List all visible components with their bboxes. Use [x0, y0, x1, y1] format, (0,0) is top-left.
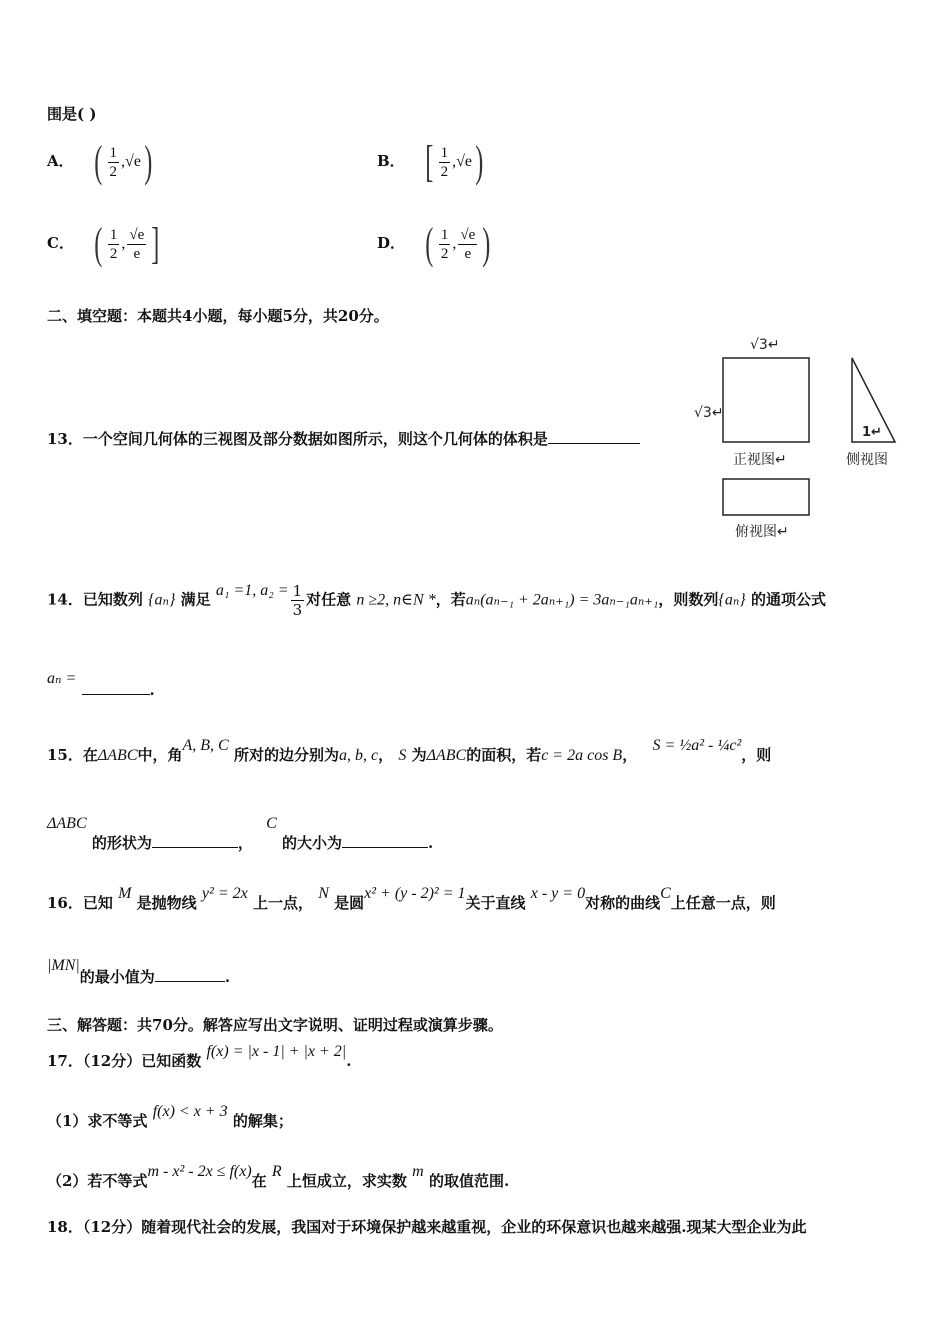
text: . [224, 968, 231, 986]
question-fragment: 围是( ) [47, 105, 97, 123]
frac-num: √e [129, 226, 145, 243]
text: 17．（12分）已知函数 [47, 1052, 202, 1070]
front-view-label: 正视图↵ [733, 452, 787, 468]
math-expr: ΔABC [426, 747, 467, 764]
interval-end: ,√e [121, 153, 141, 170]
text: 上一点， [252, 894, 313, 912]
question-15 [47, 737, 772, 765]
text: 是抛物线 [136, 894, 197, 912]
bracket-left: [ [425, 137, 434, 186]
option-b [377, 137, 487, 186]
math-expr: a₁ =1, a₂ = [215, 581, 289, 599]
math-expr: {aₙ} [718, 591, 746, 609]
frac-num: 1 [440, 144, 449, 161]
text: 是圆 [334, 894, 365, 912]
text: ， [237, 834, 253, 852]
option-label: D． [377, 234, 406, 252]
text: 14．已知数列 [47, 590, 143, 609]
text: （2）若不等式 [47, 1172, 148, 1190]
math-expr: f(x) = |x - 1| + |x + 2| [206, 1043, 347, 1060]
frac-num: 1 [440, 226, 449, 243]
option-label: C． [47, 234, 74, 252]
text: 的面积，若 [466, 746, 542, 764]
frac-den: 2 [440, 245, 449, 262]
math-expr: ΔABC [47, 815, 87, 832]
question-13 [47, 428, 640, 449]
dimension-label: √3↵ [694, 405, 724, 421]
math-expr: a, b, c [338, 747, 379, 764]
option-a [47, 137, 156, 186]
question-17 [47, 1043, 352, 1071]
question-18: 18．（12分）随着现代社会的发展，我国对于环境保护越来越重视，企业的环保意识也越来越强.现某大型企业为此 [47, 1218, 807, 1236]
frac-num: √e [460, 226, 476, 243]
math-expr: |MN| [47, 957, 80, 974]
math-expr: f(x) < x + 3 [152, 1103, 228, 1120]
frac-den: e [464, 245, 472, 262]
math-expr: aₙ = [47, 670, 77, 687]
bracket-right: ) [475, 137, 484, 186]
question-14-answer [47, 668, 155, 699]
math-expr: R [271, 1163, 282, 1180]
math-expr: n ≥2, n∈N * [356, 591, 436, 609]
math-expr: m [412, 1163, 424, 1180]
text: 在 [251, 1172, 267, 1190]
text: （1）求不等式 [47, 1112, 148, 1130]
question-16 [47, 885, 776, 913]
answer-blank[interactable] [342, 833, 428, 848]
frac-den: 3 [292, 601, 303, 619]
text: ， [378, 746, 394, 764]
math-expr: S = ½a² - ¼c² [652, 737, 742, 754]
text: 的大小为 [282, 834, 343, 852]
question-14 [47, 582, 826, 619]
math-expr: C [266, 815, 277, 832]
math-expr: {aₙ} [148, 591, 176, 609]
text: 满足 [180, 590, 211, 609]
bracket-right: ] [151, 219, 160, 268]
frac-num: 1 [109, 144, 118, 161]
math-expr: M [118, 885, 132, 902]
text: 的取值范围. [428, 1172, 510, 1190]
text: ，则数列 [658, 590, 719, 609]
text: 对任意 [306, 590, 352, 609]
bracket-right: ) [144, 137, 153, 186]
option-c: C． ( $\frac{1}{2}$ , $\frac{√e}{e}$ ] [47, 219, 160, 268]
answer-blank[interactable] [82, 680, 150, 695]
answer-blank[interactable] [548, 429, 640, 444]
front-view-square [723, 358, 809, 442]
text: ， [622, 746, 638, 764]
frac-den: 2 [109, 245, 118, 262]
math-expr: aₙ(aₙ₋₁ + 2aₙ₊₁) = 3aₙ₋₁aₙ₊₁ [465, 591, 659, 609]
option-d: D． ( $\frac{1}{2}$ , $\frac{√e}{e}$ ) [377, 219, 491, 268]
text: 关于直线 [465, 894, 526, 912]
question-15-line2 [47, 815, 434, 852]
text: 为 [411, 746, 427, 764]
question-16-line2 [47, 957, 231, 986]
text: 对称的曲线 [585, 894, 661, 912]
option-label: B． [377, 152, 405, 170]
math-expr: y² = 2x [201, 885, 248, 902]
text: ，则 [741, 746, 772, 764]
text: 的最小值为 [79, 968, 155, 986]
frac-den: 2 [109, 163, 118, 180]
frac-den: e [133, 245, 141, 262]
question-text: 13．一个空间几何体的三视图及部分数据如图所示，则这个几何体的体积是 [47, 430, 548, 448]
top-view-figure [720, 476, 812, 518]
answer-blank[interactable] [155, 967, 225, 982]
frac-den: 2 [440, 163, 449, 180]
text: 所对的边分别为 [233, 746, 339, 764]
math-expr: N [318, 885, 329, 902]
interval-end: ,√e [452, 153, 472, 170]
text: 中，角 [137, 746, 183, 764]
text: . [149, 681, 155, 699]
dimension-label: 1↵ [862, 425, 882, 440]
math-expr: m - x² - 2x ≤ f(x) [147, 1163, 252, 1180]
math-expr: ΔABC [97, 747, 138, 764]
text: ，若 [435, 590, 466, 609]
section-heading-solutions: 三、解答题：共70分。解答应写出文字说明、证明过程或演算步骤。 [47, 1016, 503, 1034]
dimension-label: √3↵ [750, 337, 780, 353]
math-expr: C [660, 885, 671, 902]
bracket-right: ) [482, 219, 491, 268]
side-view-label: 侧视图 [846, 452, 888, 468]
frac-num: 1 [292, 582, 303, 600]
text: 的形状为 [91, 834, 152, 852]
top-view-rect [723, 479, 809, 515]
bracket-left: ( [425, 219, 434, 268]
text: . [428, 834, 434, 852]
section-heading-fill-in: 二、填空题：本题共4小题，每小题5分，共20分。 [47, 307, 389, 325]
question-17-part2 [47, 1163, 510, 1191]
frac-num: 1 [109, 226, 118, 243]
text: 的通项公式 [750, 590, 826, 609]
math-expr: S [398, 747, 407, 764]
text: 上恒成立，求实数 [286, 1172, 407, 1190]
text: . [346, 1052, 352, 1070]
top-view-label: 俯视图↵ [735, 524, 789, 540]
question-17-part1 [47, 1103, 293, 1131]
math-expr: x² + (y - 2)² = 1 [364, 885, 466, 902]
math-expr: c = 2a cos B [541, 747, 623, 764]
answer-blank[interactable] [152, 833, 238, 848]
option-label: A． [47, 152, 74, 170]
bracket-left: ( [94, 219, 103, 268]
math-expr: x - y = 0 [530, 885, 586, 902]
text: 16．已知 [47, 894, 113, 912]
bracket-left: ( [94, 137, 103, 186]
text: 上任意一点，则 [670, 894, 776, 912]
text: 的解集； [232, 1112, 293, 1130]
math-expr: A, B, C [182, 737, 229, 754]
text: 15．在 [47, 746, 98, 764]
